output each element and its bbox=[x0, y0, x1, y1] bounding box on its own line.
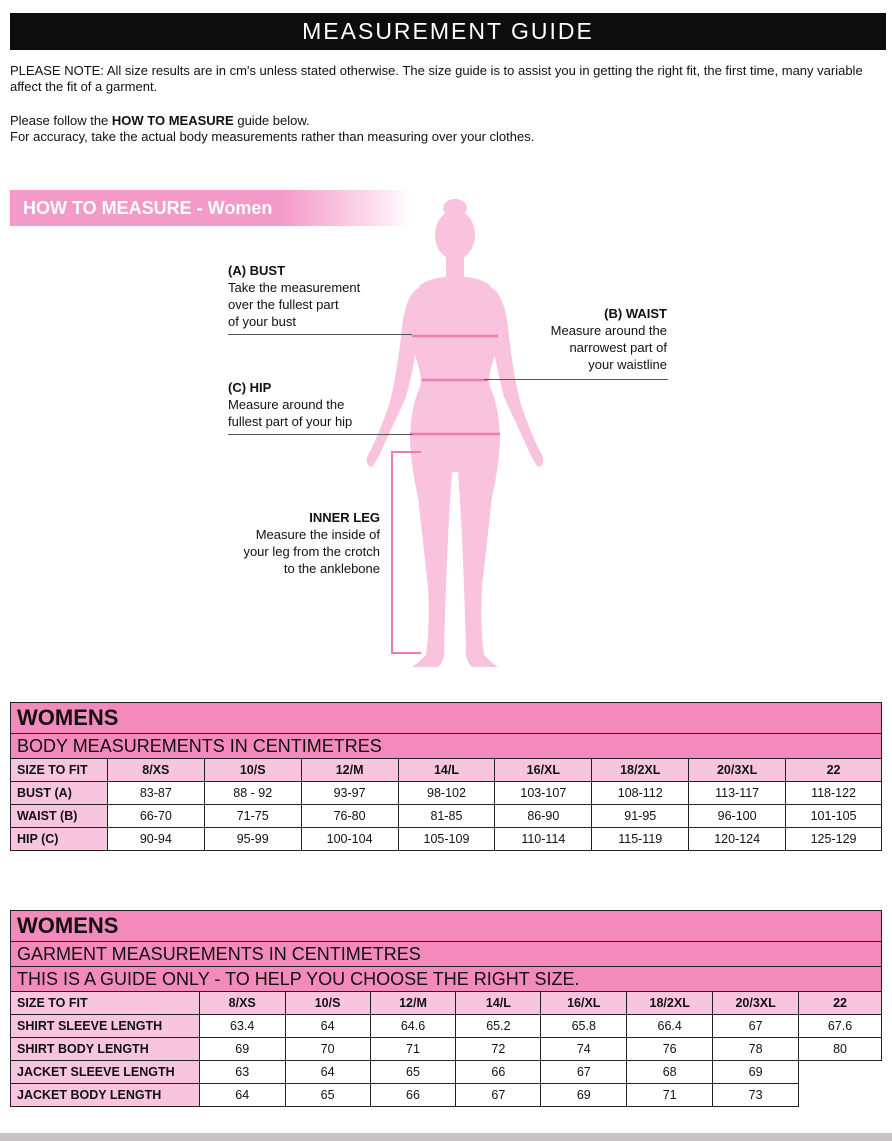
bust-leader-line bbox=[228, 334, 412, 335]
table-cell: 64 bbox=[199, 1084, 285, 1107]
inner-leg-line-2: your leg from the crotch bbox=[243, 544, 380, 559]
waist-leader-line bbox=[484, 379, 668, 380]
garment-table-header-row bbox=[11, 992, 882, 1015]
table-cell: 71-75 bbox=[204, 805, 301, 828]
table-row bbox=[11, 1015, 882, 1038]
waist-title: (B) WAIST bbox=[604, 306, 667, 321]
size-header: 12/M bbox=[301, 759, 398, 782]
size-header: 10/S bbox=[285, 992, 370, 1015]
table-cell: 101-105 bbox=[786, 805, 882, 828]
table-cell: 110-114 bbox=[495, 828, 592, 851]
size-header: 16/XL bbox=[541, 992, 627, 1015]
garment-measurements-table bbox=[10, 910, 882, 1107]
body-table-subtitle: BODY MEASUREMENTS IN CENTIMETRES bbox=[11, 734, 882, 759]
table-cell: 88 - 92 bbox=[204, 782, 301, 805]
how-to-measure-banner: HOW TO MEASURE - Women bbox=[10, 190, 410, 226]
table-cell: 69 bbox=[713, 1061, 799, 1084]
table-cell: 63 bbox=[199, 1061, 285, 1084]
row-label: JACKET BODY LENGTH bbox=[11, 1084, 200, 1107]
size-header: 22 bbox=[786, 759, 882, 782]
size-header: 12/M bbox=[370, 992, 456, 1015]
waist-line-1: Measure around the bbox=[550, 323, 667, 338]
bust-line-1: Take the measurement bbox=[228, 280, 361, 295]
table-cell: 91-95 bbox=[592, 805, 689, 828]
female-body-figure bbox=[360, 197, 550, 675]
table-cell: 108-112 bbox=[592, 782, 689, 805]
table-cell: 76 bbox=[627, 1038, 713, 1061]
table-cell: 64.6 bbox=[370, 1015, 456, 1038]
row-label: JACKET SLEEVE LENGTH bbox=[11, 1061, 200, 1084]
table-cell: 115-119 bbox=[592, 828, 689, 851]
garment-table-subtitle: GARMENT MEASUREMENTS IN CENTIMETRES bbox=[11, 942, 882, 967]
table-cell: 96-100 bbox=[689, 805, 786, 828]
table-row bbox=[11, 1084, 882, 1107]
table-cell: 67.6 bbox=[799, 1015, 882, 1038]
hip-title: (C) HIP bbox=[228, 380, 272, 395]
inner-leg-instruction bbox=[200, 509, 380, 577]
bust-line-3: of your bust bbox=[228, 314, 296, 329]
table-cell: 73 bbox=[713, 1084, 799, 1107]
follow-guide-note bbox=[10, 113, 880, 129]
size-to-fit-header: SIZE TO FIT bbox=[11, 759, 108, 782]
size-header: 14/L bbox=[456, 992, 541, 1015]
bust-line-2: over the fullest part bbox=[228, 297, 339, 312]
table-cell: 64 bbox=[285, 1015, 370, 1038]
size-header: 10/S bbox=[204, 759, 301, 782]
table-cell: 63.4 bbox=[199, 1015, 285, 1038]
size-header: 14/L bbox=[398, 759, 495, 782]
table-cell: 67 bbox=[541, 1061, 627, 1084]
page-title: MEASUREMENT GUIDE bbox=[10, 13, 886, 50]
table-cell: 66 bbox=[370, 1084, 456, 1107]
empty-cell bbox=[799, 1061, 882, 1084]
table-cell: 81-85 bbox=[398, 805, 495, 828]
table-cell: 90-94 bbox=[107, 828, 204, 851]
size-header: 22 bbox=[799, 992, 882, 1015]
table-cell: 66.4 bbox=[627, 1015, 713, 1038]
table-cell: 65 bbox=[285, 1084, 370, 1107]
table-cell: 78 bbox=[713, 1038, 799, 1061]
table-row bbox=[11, 828, 882, 851]
table-cell: 100-104 bbox=[301, 828, 398, 851]
table-cell: 67 bbox=[713, 1015, 799, 1038]
table-row bbox=[11, 1038, 882, 1061]
waist-line-3: your waistline bbox=[588, 357, 667, 372]
size-header: 8/XS bbox=[199, 992, 285, 1015]
hip-instruction bbox=[228, 379, 352, 430]
table-cell: 95-99 bbox=[204, 828, 301, 851]
garment-table-title: WOMENS bbox=[11, 911, 882, 942]
table-cell: 103-107 bbox=[495, 782, 592, 805]
inner-leg-title: INNER LEG bbox=[309, 510, 380, 525]
body-table-header-row bbox=[11, 759, 882, 782]
table-cell: 65.2 bbox=[456, 1015, 541, 1038]
table-cell: 67 bbox=[456, 1084, 541, 1107]
hip-line-2: fullest part of your hip bbox=[228, 414, 353, 429]
garment-table-guide-note: THIS IS A GUIDE ONLY - TO HELP YOU CHOOSE THE RIGHT SIZE. bbox=[11, 967, 882, 992]
row-label: BUST (A) bbox=[11, 782, 108, 805]
table-cell: 83-87 bbox=[107, 782, 204, 805]
table-cell: 76-80 bbox=[301, 805, 398, 828]
waist-instruction bbox=[510, 305, 667, 373]
table-cell: 65.8 bbox=[541, 1015, 627, 1038]
size-header: 20/3XL bbox=[713, 992, 799, 1015]
table-cell: 93-97 bbox=[301, 782, 398, 805]
table-cell: 118-122 bbox=[786, 782, 882, 805]
table-cell: 66 bbox=[456, 1061, 541, 1084]
row-label: WAIST (B) bbox=[11, 805, 108, 828]
size-to-fit-header: SIZE TO FIT bbox=[11, 992, 200, 1015]
table-cell: 69 bbox=[199, 1038, 285, 1061]
table-row bbox=[11, 1061, 882, 1084]
body-table-title: WOMENS bbox=[11, 703, 882, 734]
table-cell: 74 bbox=[541, 1038, 627, 1061]
row-label: SHIRT SLEEVE LENGTH bbox=[11, 1015, 200, 1038]
size-header: 18/2XL bbox=[592, 759, 689, 782]
table-cell: 125-129 bbox=[786, 828, 882, 851]
bottom-divider bbox=[0, 1133, 892, 1141]
hip-leader-line bbox=[228, 434, 412, 435]
table-row bbox=[11, 782, 882, 805]
table-row bbox=[11, 805, 882, 828]
row-label: HIP (C) bbox=[11, 828, 108, 851]
table-cell: 105-109 bbox=[398, 828, 495, 851]
table-cell: 65 bbox=[370, 1061, 456, 1084]
table-cell: 71 bbox=[627, 1084, 713, 1107]
accuracy-note: For accuracy, take the actual body measurements rather than measuring over your clothes. bbox=[10, 129, 535, 144]
table-cell: 66-70 bbox=[107, 805, 204, 828]
table-cell: 72 bbox=[456, 1038, 541, 1061]
table-cell: 86-90 bbox=[495, 805, 592, 828]
empty-cell bbox=[799, 1084, 882, 1107]
bust-title: (A) BUST bbox=[228, 263, 286, 278]
follow-guide-bold: HOW TO MEASURE bbox=[111, 113, 234, 128]
waist-line-2: narrowest part of bbox=[569, 340, 667, 355]
table-cell: 68 bbox=[627, 1061, 713, 1084]
table-cell: 80 bbox=[799, 1038, 882, 1061]
table-cell: 113-117 bbox=[689, 782, 786, 805]
table-cell: 64 bbox=[285, 1061, 370, 1084]
inner-leg-line-3: to the anklebone bbox=[283, 561, 380, 576]
table-cell: 69 bbox=[541, 1084, 627, 1107]
table-cell: 98-102 bbox=[398, 782, 495, 805]
table-cell: 120-124 bbox=[689, 828, 786, 851]
bust-instruction bbox=[228, 262, 360, 330]
inner-leg-line-1: Measure the inside of bbox=[255, 527, 380, 542]
size-note: PLEASE NOTE: All size results are in cm's unless stated otherwise. The size guide is to assist you in getting the right fit, the first time, many variable affect the fit of a garment. bbox=[10, 63, 863, 94]
size-header: 8/XS bbox=[107, 759, 204, 782]
table-cell: 70 bbox=[285, 1038, 370, 1061]
size-header: 18/2XL bbox=[627, 992, 713, 1015]
inner-leg-bracket bbox=[391, 451, 421, 654]
size-header: 16/XL bbox=[495, 759, 592, 782]
size-header: 20/3XL bbox=[689, 759, 786, 782]
follow-guide-pre: Please follow the bbox=[10, 113, 112, 128]
follow-guide-post: guide below. bbox=[233, 113, 310, 128]
row-label: SHIRT BODY LENGTH bbox=[11, 1038, 200, 1061]
table-cell: 71 bbox=[370, 1038, 456, 1061]
hip-line-1: Measure around the bbox=[228, 397, 345, 412]
body-measurements-table bbox=[10, 702, 882, 851]
